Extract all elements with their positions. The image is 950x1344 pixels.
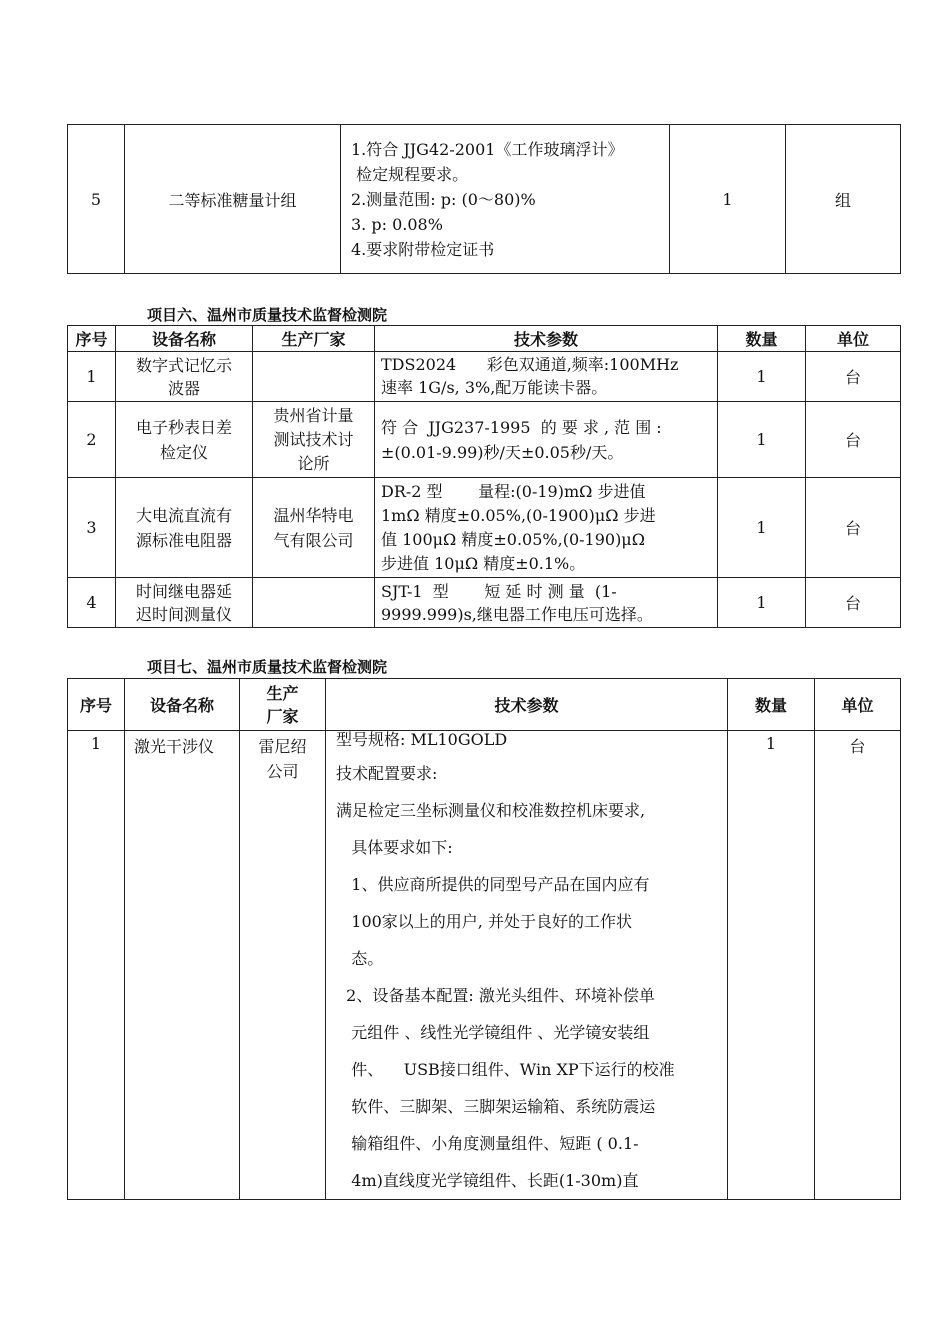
section-title: 项目六、温州市质量技术监督检测院 [147,306,388,324]
col-header-tech: 技术参数 [326,679,728,731]
name-line: 源标准电阻器 [135,530,232,550]
col-header-no: 序号 [68,326,116,352]
unit: 台 [815,731,901,1200]
tech-params [375,478,718,578]
name-line: 时间继电器延 [135,581,232,601]
table-row [68,125,901,274]
tech-line: 型号规格: ML10GOLD [336,730,508,749]
col-header-tech: 技术参数 [375,326,718,352]
equipment-name [116,478,253,578]
col-header-qty: 数量 [728,679,815,731]
maker [253,402,375,478]
tech-line: 3. p: 0.08% [351,214,443,234]
tech-line: 满足检定三坐标测量仪和校准数控机床要求, [336,801,646,820]
row-number: 5 [68,125,125,274]
tech-line: 输箱组件、小角度测量组件、短距 ( 0.1- [336,1134,639,1153]
maker [253,578,375,628]
equipment-name: 二等标准糖量计组 [125,125,341,274]
header-line: 厂家 [266,706,299,726]
name-line: 检定仪 [159,442,208,462]
tech-line: 值 100μΩ 精度±0.05%,(0-190)μΩ [381,529,645,549]
col-header-no: 序号 [68,679,125,731]
maker-line: 温州华特电 [273,505,354,525]
tech-line: 具体要求如下: [336,838,453,857]
tech-line: 检定规程要求。 [351,164,469,184]
quantity: 1 [718,478,806,578]
tech-line: 4.要求附带检定证书 [351,239,495,259]
unit: 台 [806,352,901,402]
table-row [68,352,901,402]
maker [253,478,375,578]
equipment-name [116,352,253,402]
tech-line: 件、 USB接口组件、Win XP下运行的校准 [336,1060,675,1079]
tech-line: SJT-1 型 短 延 时 测 量 (1- [381,581,617,601]
row-number: 2 [68,402,116,478]
tech-line: 100家以上的用户, 并处于良好的工作状 [336,912,632,931]
tech-line: 2.测量范围: p: (0～80)% [351,189,536,209]
quantity: 1 [670,125,786,274]
table-row [68,478,901,578]
col-header-name: 设备名称 [125,679,240,731]
tech-line: 1、供应商所提供的同型号产品在国内应有 [336,875,650,894]
tech-params [341,125,670,274]
maker-line: 气有限公司 [273,530,354,550]
tech-line: 技术配置要求: [336,764,438,783]
section7-table [67,678,901,1200]
tech-line: 速率 1G/s, 3%,配万能读卡器。 [381,378,608,397]
table-row [68,578,901,628]
name-line: 电子秒表日差 [135,417,232,437]
tech-line: 1.符合 JJG42-2001《工作玻璃浮计》 [351,139,624,159]
header-row [68,679,901,731]
name-line: 迟时间测量仪 [135,604,232,624]
tech-line: 9999.999)s,继电器工作电压可选择。 [381,604,653,624]
quantity: 1 [718,578,806,628]
maker [240,731,326,1200]
equipment-table-continued [67,124,901,274]
table-row [68,731,901,1200]
col-header-unit: 单位 [815,679,901,731]
tech-line: 态。 [336,949,384,968]
name-line: 数字式记忆示 [135,355,232,375]
unit: 台 [806,402,901,478]
quantity: 1 [718,352,806,402]
maker [253,352,375,402]
equipment-name [116,578,253,628]
maker-line: 测试技术讨 [273,429,354,449]
quantity: 1 [718,402,806,478]
maker-line: 论所 [297,453,330,473]
col-header-unit: 单位 [806,326,901,352]
tech-line: 软件、三脚架、三脚架运输箱、系统防震运 [336,1097,656,1116]
col-header-maker [240,679,326,731]
tech-params [375,578,718,628]
tech-line: 4m)直线度光学镜组件、长距(1-30m)直 [336,1171,639,1190]
col-header-name: 设备名称 [116,326,253,352]
tech-line: 符 合 JJG237-1995 的 要 求 , 范 围 : [381,417,662,437]
tech-line: 元组件 、线性光学镜组件 、光学镜安装组 [336,1023,650,1042]
tech-line: DR-2 型 量程:(0-19)mΩ 步进值 [381,481,646,501]
col-header-qty: 数量 [718,326,806,352]
name-line: 波器 [167,378,200,398]
tech-line: ±(0.01-9.99)秒/天±0.05秒/天。 [381,442,624,462]
tech-params [326,731,728,1200]
table-row [68,402,901,478]
unit: 台 [806,478,901,578]
unit: 台 [806,578,901,628]
row-number: 1 [68,731,125,1200]
tech-params [375,402,718,478]
tech-line: TDS2024 彩色双通道,频率:100MHz [381,355,679,374]
maker-line: 公司 [266,762,299,781]
unit: 组 [786,125,901,274]
header-row [68,326,901,352]
section6-table [67,325,901,628]
maker-line: 雷尼绍 [258,737,307,756]
equipment-name: 激光干涉仪 [125,731,240,1200]
quantity: 1 [728,731,815,1200]
section-title: 项目七、温州市质量技术监督检测院 [147,658,388,676]
tech-line: 步进值 10μΩ 精度±0.1%。 [381,553,586,573]
maker-line: 贵州省计量 [273,405,354,425]
header-line: 生产 [266,683,299,703]
tech-line: 1mΩ 精度±0.05%,(0-1900)μΩ 步进 [381,505,656,525]
equipment-name [116,402,253,478]
row-number: 1 [68,352,116,402]
name-line: 大电流直流有 [135,505,232,525]
row-number: 4 [68,578,116,628]
col-header-maker: 生产厂家 [253,326,375,352]
tech-params [375,352,718,402]
tech-line: 2、设备基本配置: 激光头组件、环境补偿单 [336,986,655,1005]
row-number: 3 [68,478,116,578]
